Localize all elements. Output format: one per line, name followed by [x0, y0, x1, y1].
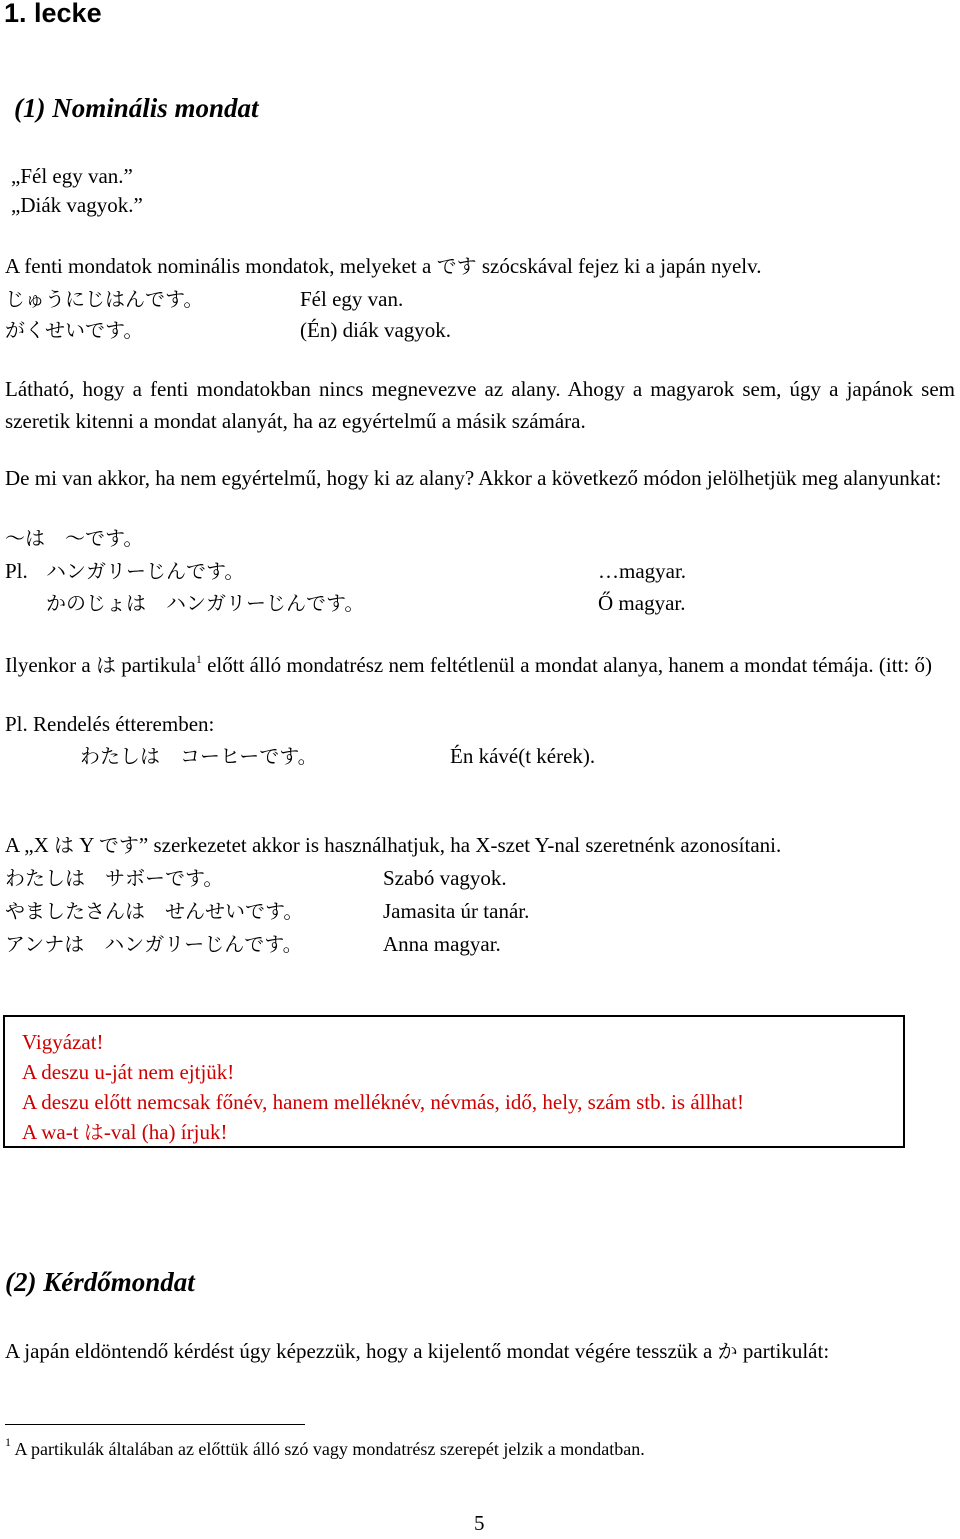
pl-example-jp-2: かのじょは ハンガリーじんです。: [46, 591, 365, 615]
paragraph-lathato: Látható, hogy a fenti mondatokban nincs megnevezve az alany. Ahogy a magyarok sem, úgy a japánok sem szeretik kitenni a mondat alanyát, ha az egyértelmű a másik számára.: [5, 377, 955, 433]
warning-line-4: A wa-t は-val (ha) írjuk!: [22, 1120, 228, 1144]
footnote-text: A partikulák általában az előttük álló szó vagy mondatrész szerepét jelzik a mondatban.: [11, 1439, 645, 1459]
paragraph-x-y: A „X は Y です” szerkezetet akkor is használhatjuk, ha X-szet Y-nal szeretnénk azonosítani.: [5, 833, 782, 857]
identity-example-jp-3: アンナは ハンガリーじんです。: [5, 932, 303, 956]
page-number: 5: [474, 1511, 485, 1535]
identity-example-hu-2: Jamasita úr tanár.: [383, 899, 530, 923]
footnote-marker[interactable]: 1: [195, 652, 202, 666]
paragraph-question: A japán eldöntendő kérdést úgy képezzük, hogy a kijelentő mondat végére tesszük a か partikulát:: [5, 1339, 830, 1363]
identity-example-hu-1: Szabó vagyok.: [383, 866, 507, 890]
footnote-number: 1: [5, 1435, 11, 1449]
example-jp-2: がくせいです。: [5, 318, 144, 342]
identity-example-hu-3: Anna magyar.: [383, 932, 501, 956]
pattern-line: ～は ～です。: [5, 526, 144, 550]
quote-line-2: „Diák vagyok.”: [11, 193, 143, 217]
quote-line-1: „Fél egy van.”: [11, 164, 133, 188]
paragraph-ilyenkor: Ilyenkor a は partikula$^1$ előtt álló mondatrész nem feltétlenül a mondat alanya, hanem a mondat témája. (itt: ő): [5, 652, 932, 677]
example-jp-1: じゅうにじはんです。: [5, 287, 204, 311]
warning-line-1: Vigyázat!: [22, 1030, 104, 1054]
warning-line-2: A deszu u-ját nem ejtjük!: [22, 1060, 235, 1084]
warning-box: [3, 1015, 905, 1148]
example-hu-2: (Én) diák vagyok.: [300, 318, 452, 342]
pl-label: Pl.: [5, 559, 28, 583]
section-heading-question: (2) Kérdőmondat: [5, 1267, 195, 1297]
pl-example-hu-1: …magyar.: [598, 559, 687, 583]
rendeles-line: Pl. Rendelés étteremben:: [5, 712, 215, 736]
example-hu-1: Fél egy van.: [300, 287, 404, 311]
pl-example-jp-1: ハンガリーじんです。: [46, 559, 245, 583]
identity-example-jp-2: やましたさんは せんせいです。: [5, 899, 304, 923]
paragraph-de-mi: De mi van akkor, ha nem egyértelmű, hogy ki az alany? Akkor a következő módon jelölhetjük meg alanyunkat:: [5, 466, 942, 490]
coffee-example-hu: Én kávé(t kérek).: [450, 744, 596, 768]
footnote: [5, 1436, 645, 1462]
section-heading-nominal: (1) Nominális mondat: [14, 93, 259, 123]
identity-example-jp-1: わたしは サボーです。: [5, 866, 224, 890]
page-title: 1. lecke: [4, 0, 102, 28]
warning-line-3: A deszu előtt nemcsak főnév, hanem melléknév, névmás, idő, hely, szám stb. is állhat!: [22, 1090, 744, 1114]
intro-paragraph: A fenti mondatok nominális mondatok, melyeket a です szócskával fejez ki a japán nyelv.: [5, 254, 762, 278]
coffee-example-jp: わたしは コーヒーです。: [80, 744, 318, 768]
pl-example-hu-2: Ő magyar.: [598, 591, 686, 615]
footnote-separator: [5, 1424, 305, 1425]
